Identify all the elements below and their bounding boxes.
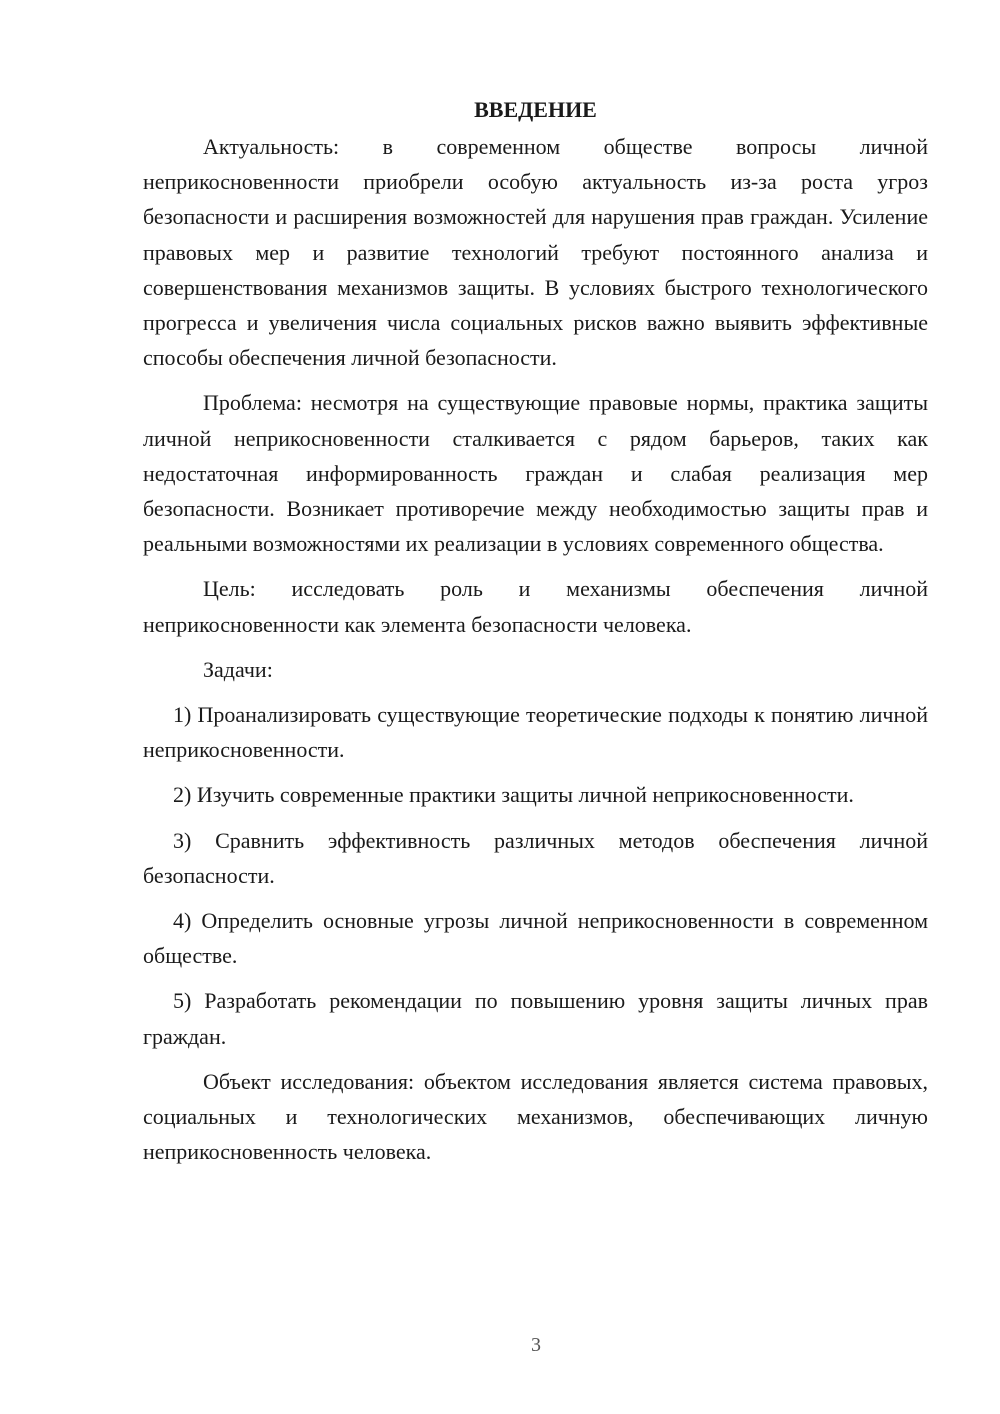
task-item: 5) Разработать рекомендации по повышению уровня защиты личных прав граждан. — [143, 988, 928, 1049]
document-page — [143, 92, 928, 1179]
tasks-heading: Задачи: — [203, 656, 273, 682]
task-item: 2) Изучить современные практики защиты личной неприкосновенности. — [173, 782, 854, 808]
page-title: ВВЕДЕНИЕ — [474, 97, 597, 122]
task-item: 3) Сравнить эффективность различных методов обеспечения личной безопасности. — [143, 827, 928, 888]
page-number: 3 — [531, 1334, 541, 1356]
problem-paragraph: Проблема: несмотря на существующие правовые нормы, практика защиты личной неприкосновенности сталкивается с рядом барьеров, таких как недостаточная информированность граждан и слабая реализация мер безопасности. Возникает противоречие между необходимостью защиты прав и реальными возможностями их реализации в условиях современного общества. — [143, 390, 928, 557]
task-item: 1) Проанализировать существующие теоретические подходы к понятию личной неприкосновенности. — [143, 702, 928, 763]
relevance-paragraph: Актуальность: в современном обществе вопросы личной неприкосновенности приобрели особую актуальность из-за роста угроз безопасности и расширения возможностей для нарушения прав граждан. Усиление правовых мер и развитие технологий требуют постоянного анализа и совершенствования механизмов защиты. В условиях быстрого технологического прогресса и увеличения числа социальных рисков важно выявить эффективные способы обеспечения личной безопасности. — [143, 134, 928, 371]
task-item: 4) Определить основные угрозы личной неприкосновенности в современном обществе. — [143, 908, 928, 969]
goal-paragraph: Цель: исследовать роль и механизмы обеспечения личной неприкосновенности как элемента безопасности человека. — [143, 576, 928, 637]
object-paragraph: Объект исследования: объектом исследования является система правовых, социальных и технологических механизмов, обеспечивающих личную неприкосновенность человека. — [143, 1068, 928, 1165]
